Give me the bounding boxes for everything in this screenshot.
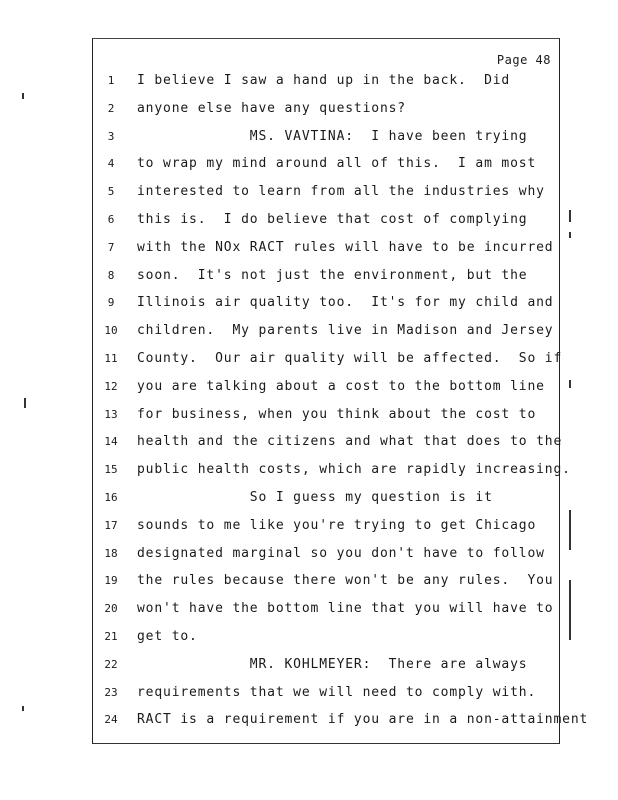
line-number: 2: [107, 101, 115, 115]
line-text: soon. It's not just the environment, but the: [137, 267, 528, 283]
line-text: public health costs, which are rapidly increasing.: [137, 462, 571, 478]
transcript-line: [93, 377, 559, 405]
line-text: you are talking about a cost to the bottom line: [137, 378, 545, 394]
line-text: sounds to me like you're trying to get Chicago: [137, 517, 537, 533]
line-text: Illinois air quality too. It's for my child and: [137, 295, 554, 311]
line-text: get to.: [137, 629, 198, 644]
scan-mark: [22, 93, 24, 99]
scan-mark: [569, 580, 571, 640]
line-text: I believe I saw a hand up in the back. Did: [137, 73, 511, 88]
line-text: interested to learn from all the industries why: [137, 184, 545, 200]
transcript-line: [93, 154, 559, 182]
transcript-line: [93, 210, 559, 238]
line-number: 15: [104, 463, 118, 477]
line-number: 20: [104, 602, 118, 616]
line-number: 10: [104, 324, 118, 338]
line-number: 21: [104, 630, 118, 643]
line-text: anyone else have any questions?: [137, 100, 406, 116]
line-text: won't have the bottom line that you will have to: [137, 601, 554, 617]
scan-mark: [569, 380, 571, 388]
transcript-line: [93, 238, 559, 266]
line-number: 6: [107, 213, 115, 226]
transcript-line: [93, 99, 559, 127]
transcript-line: [93, 266, 559, 294]
transcript-line: [93, 405, 559, 433]
line-text: MR. KOHLMEYER: There are always: [137, 656, 528, 672]
transcript-line: [93, 683, 559, 711]
line-number: 23: [104, 685, 118, 699]
line-number: 17: [104, 518, 118, 532]
line-text: County. Our air quality will be affected. So if: [137, 351, 563, 366]
transcript-line: [93, 349, 563, 377]
line-text: So I guess my question is it: [137, 490, 493, 505]
scan-mark: [569, 510, 571, 550]
line-number: 9: [107, 296, 115, 310]
line-number: 13: [104, 407, 118, 421]
line-text: this is. I do believe that cost of complying: [137, 212, 528, 227]
transcript-line: [93, 599, 559, 627]
transcript-line: [93, 516, 559, 544]
line-number: 8: [107, 268, 115, 282]
transcript-line: [93, 460, 571, 488]
line-text: designated marginal so you don't have to follow: [137, 545, 545, 561]
transcript-line: [93, 627, 559, 655]
transcript-line: [93, 182, 559, 210]
line-number: 24: [104, 713, 118, 727]
transcript-line: [93, 432, 563, 460]
line-text: children. My parents live in Madison and Jersey: [137, 323, 554, 339]
line-number: 5: [107, 185, 115, 199]
transcript-line: [93, 571, 559, 599]
scan-mark: [24, 398, 26, 408]
line-number: 22: [104, 657, 118, 671]
line-text: requirements that we will need to comply with.: [137, 684, 537, 700]
line-number: 11: [104, 352, 118, 365]
line-number: 12: [104, 379, 118, 393]
transcript-line: [93, 321, 559, 349]
transcript-line: [93, 544, 559, 572]
transcript-line: [93, 71, 559, 99]
line-number: 7: [107, 240, 115, 254]
transcript-line: [93, 655, 559, 683]
scan-mark: [569, 210, 571, 222]
line-number: 19: [104, 574, 118, 588]
transcript-line: [93, 488, 559, 516]
line-text: the rules because there won't be any rules. You: [137, 573, 554, 589]
transcript-line: [93, 710, 589, 738]
transcript-page: [92, 38, 589, 744]
transcript-line: [93, 293, 559, 321]
page-number: Page 48: [496, 53, 551, 67]
line-number: 16: [104, 491, 118, 504]
transcript-line: [93, 127, 559, 155]
line-text: with the NOx RACT rules will have to be incurred: [137, 239, 554, 255]
line-number: 18: [104, 546, 118, 560]
scan-mark: [22, 706, 24, 711]
line-text: for business, when you think about the cost to: [137, 406, 537, 422]
scan-mark: [569, 232, 571, 238]
line-text: RACT is a requirement if you are in a non-attainment: [137, 712, 589, 728]
line-number: 14: [104, 435, 118, 449]
line-number: 4: [107, 157, 115, 171]
line-text: MS. VAVTINA: I have been trying: [137, 128, 528, 144]
line-number: 3: [107, 129, 115, 143]
line-text: health and the citizens and what that does to the: [137, 434, 563, 450]
line-number: 1: [107, 74, 115, 87]
line-text: to wrap my mind around all of this. I am most: [137, 156, 537, 172]
